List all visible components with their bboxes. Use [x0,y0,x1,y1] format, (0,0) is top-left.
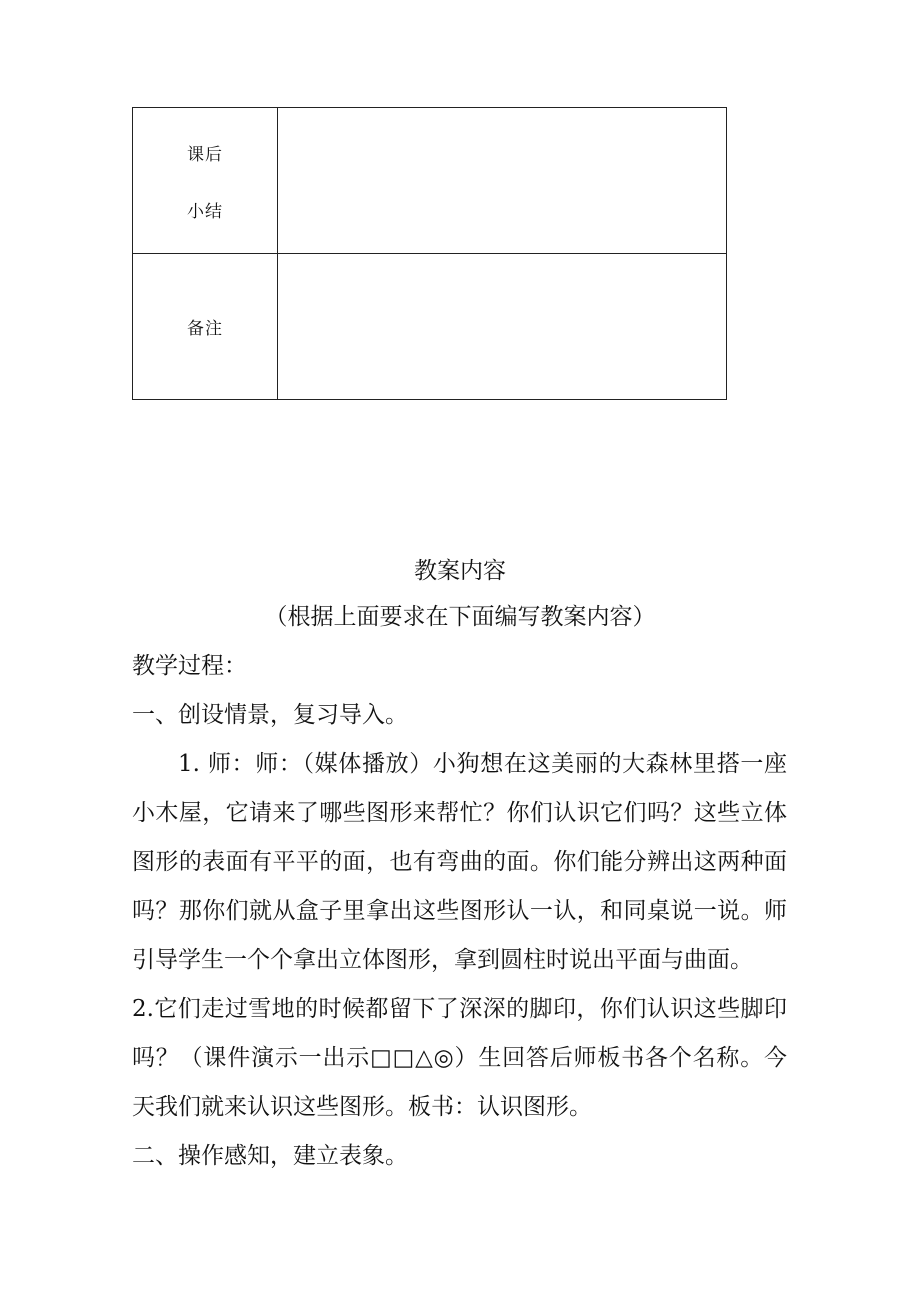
section-one-heading: 一、创设情景，复习导入。 [132,702,408,728]
section-two-heading: 二、操作感知，建立表象。 [132,1143,408,1169]
summary-content-cell [278,108,727,254]
remarks-label-cell: 备注 [133,254,278,400]
document-title: 教案内容 [414,558,506,584]
summary-label-line1: 课后 [187,144,223,165]
remarks-row [133,254,727,400]
remarks-content-cell [278,254,727,400]
summary-row [133,108,727,254]
paragraph-two: 2.它们走过雪地的时候都留下了深深的脚印，你们认识这些脚印吗？（课件演示一出示□□△◎）生回答后师板书各个名称。今天我们就来认识这些图形。板书：认识图形。 [132,996,787,1120]
paragraph-one: 1. 师：师：（媒体播放）小狗想在这美丽的大森林里搭一座小木屋，它请来了哪些图形来帮忙？你们认识它们吗？这些立体图形的表面有平平的面，也有弯曲的面。你们能分辨出这两种面吗？那你们就从盒子里拿出这些图形认一认，和同桌说一说。师引导学生一个个拿出立体图形，拿到圆柱时说出平面与曲面。 [132,751,787,973]
lesson-plan-table [132,107,727,400]
document-subtitle: （根据上面要求在下面编写教案内容） [264,604,656,630]
summary-label-line2: 小结 [187,201,223,222]
teaching-process-heading: 教学过程： [132,653,247,679]
summary-label-cell [133,108,278,254]
